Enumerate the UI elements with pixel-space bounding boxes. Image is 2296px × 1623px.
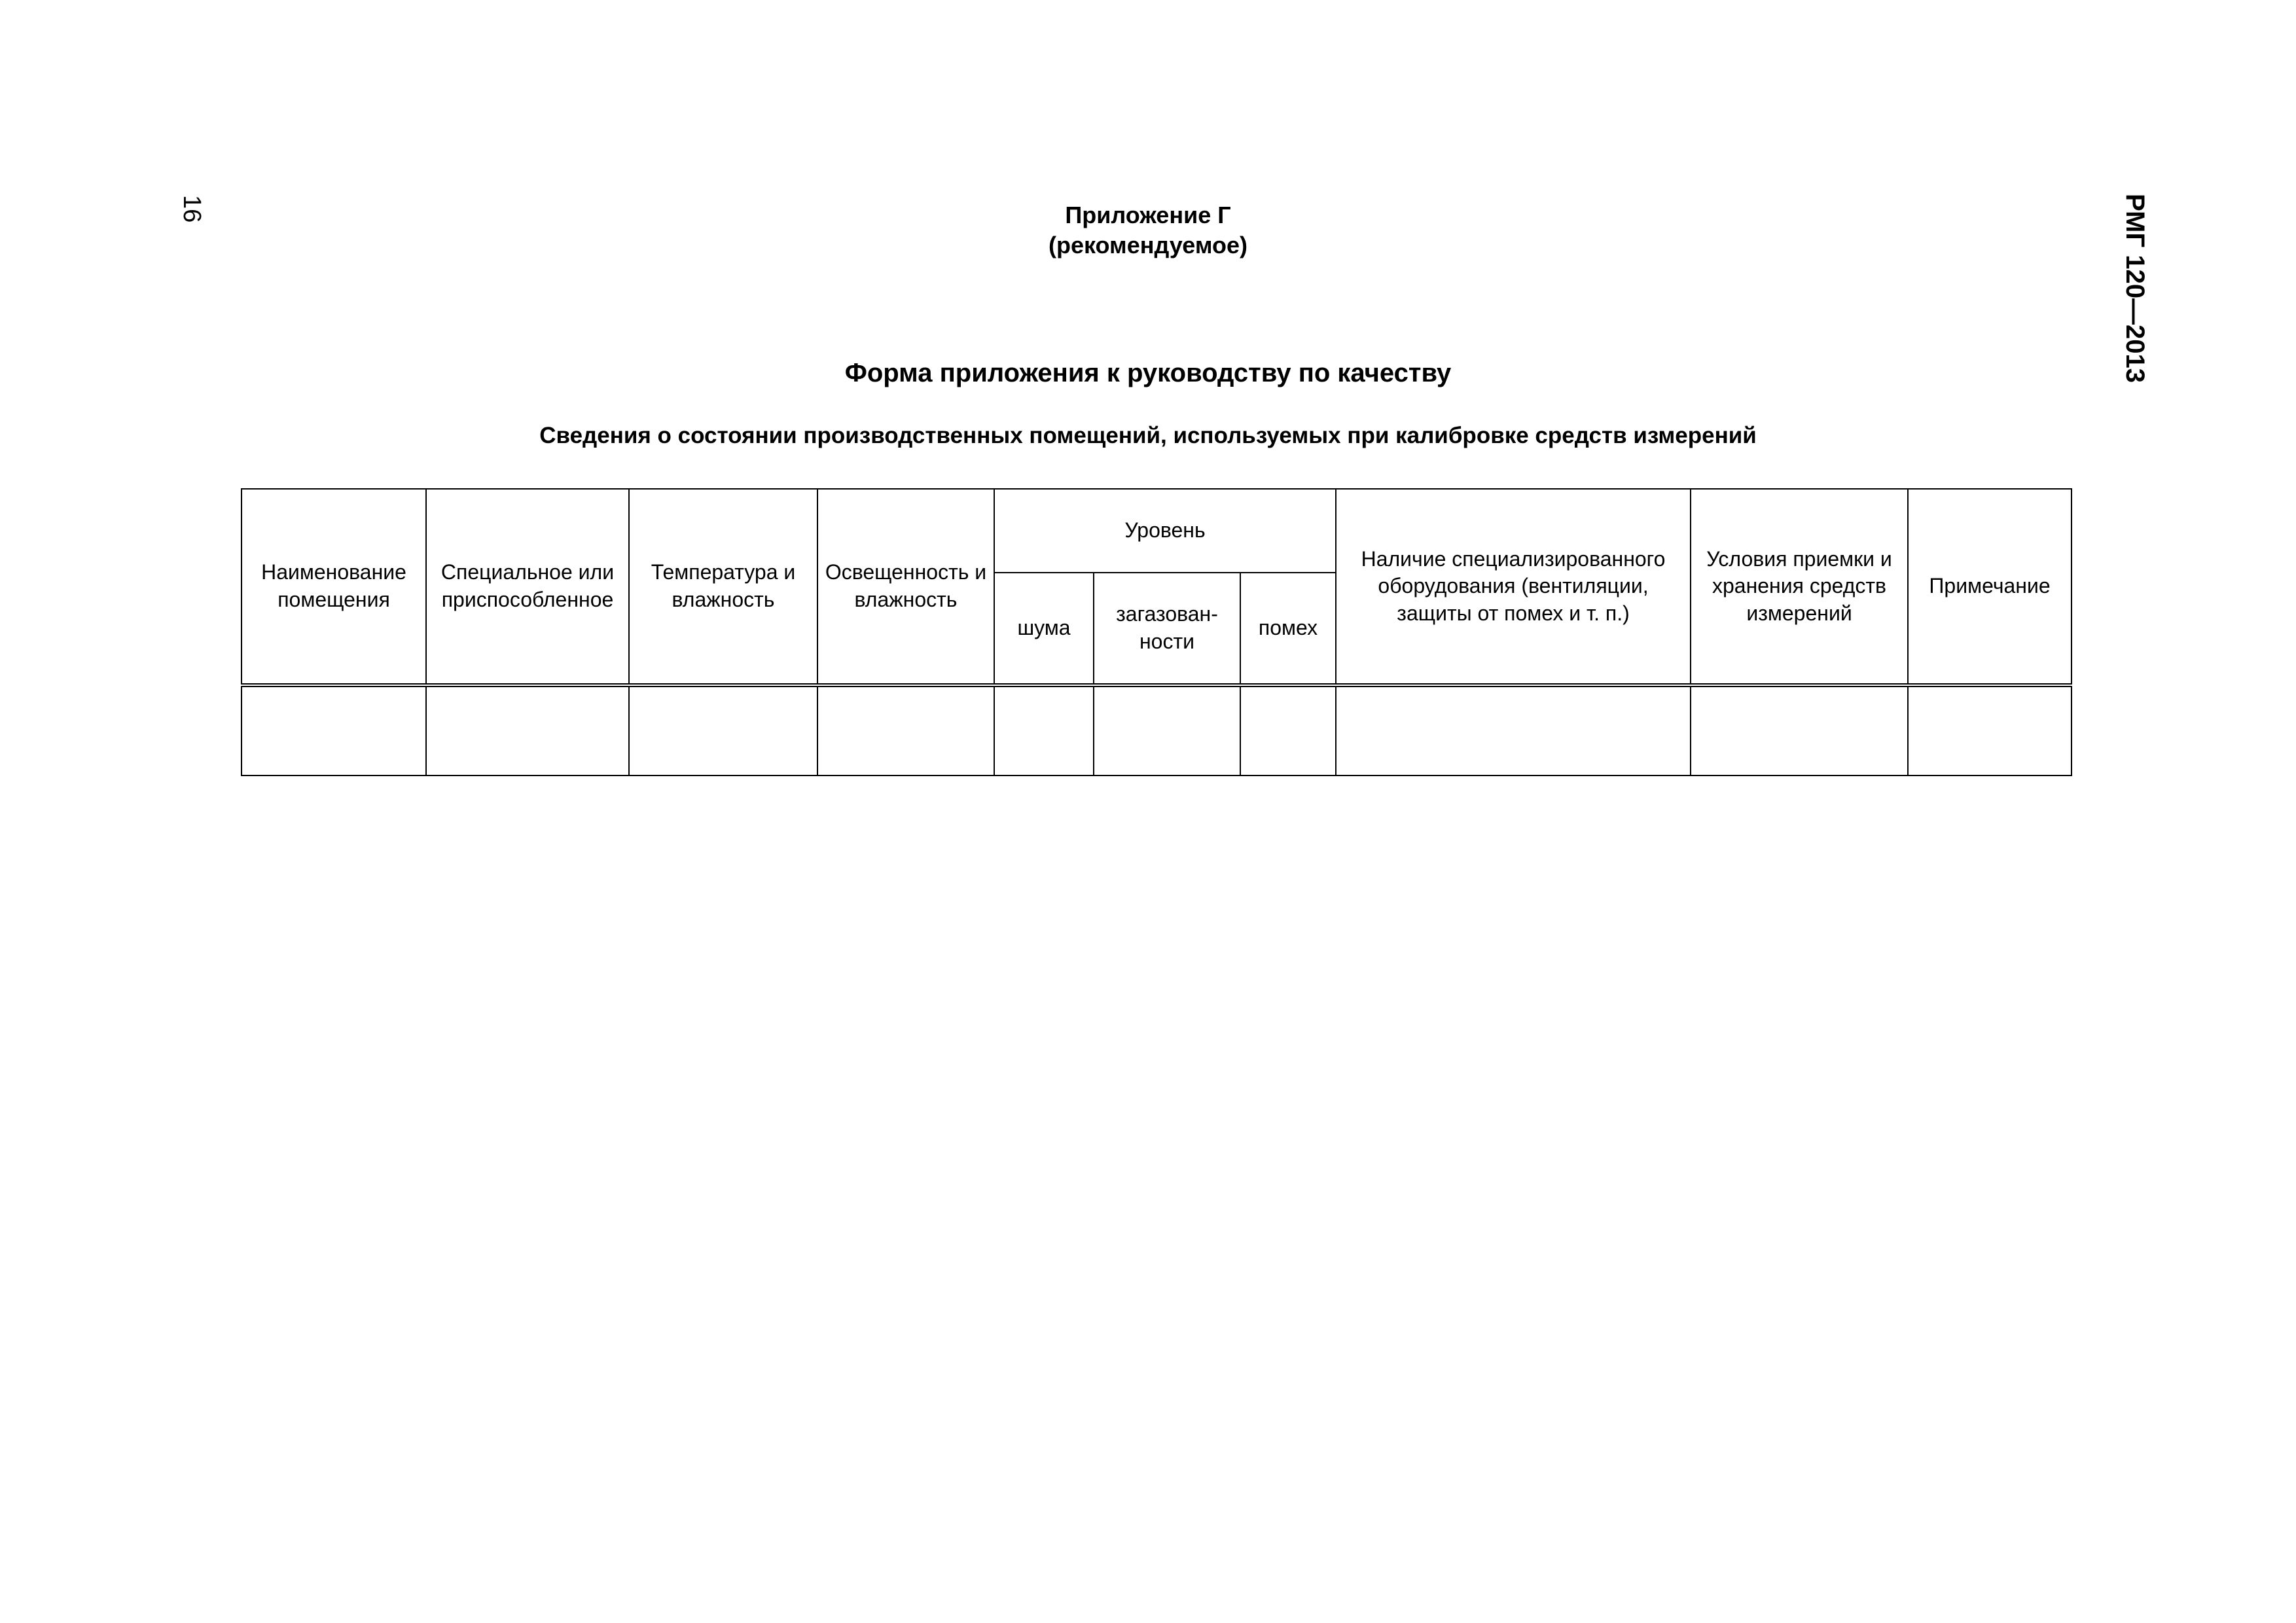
form-title: Форма приложения к руководству по качеству [844, 359, 1452, 387]
table-cell [1691, 685, 1908, 776]
appendix-title: Приложение Г [1065, 202, 1231, 228]
header-name: Наименование помещения [242, 489, 426, 685]
header-level: Уровень [994, 489, 1336, 573]
document-code: РМГ 120—2013 [2121, 194, 2149, 383]
header-level-interference: помех [1240, 573, 1336, 685]
header-level-gas: загазован- ности [1094, 573, 1240, 685]
table-cell [242, 685, 426, 776]
table-cell [426, 685, 629, 776]
header-equipment: Наличие специализированного оборудования (вентиляции, защиты от помех и т. п.) [1336, 489, 1691, 685]
header-note: Примечание [1908, 489, 2072, 685]
table-cell [1336, 685, 1691, 776]
header-special: Специальное или приспособленное [426, 489, 629, 685]
table-cell [629, 685, 817, 776]
form-subtitle: Сведения о состоянии производственных помещений, используемых при калибровке средств измерений [539, 423, 1757, 448]
page-number: 16 [178, 195, 206, 223]
table-cell [1094, 685, 1240, 776]
header-level-noise: шума [994, 573, 1094, 685]
table-cell [1240, 685, 1336, 776]
table-cell [994, 685, 1094, 776]
table-row [242, 685, 2072, 776]
header-temperature: Температура и влажность [629, 489, 817, 685]
header-lighting: Освещенность и влажность [817, 489, 994, 685]
premises-table [241, 488, 2072, 776]
table-cell [1908, 685, 2072, 776]
table-cell [817, 685, 994, 776]
header-conditions: Условия приемки и хранения средств измерений [1691, 489, 1908, 685]
appendix-subtitle: (рекомендуемое) [1049, 232, 1247, 259]
